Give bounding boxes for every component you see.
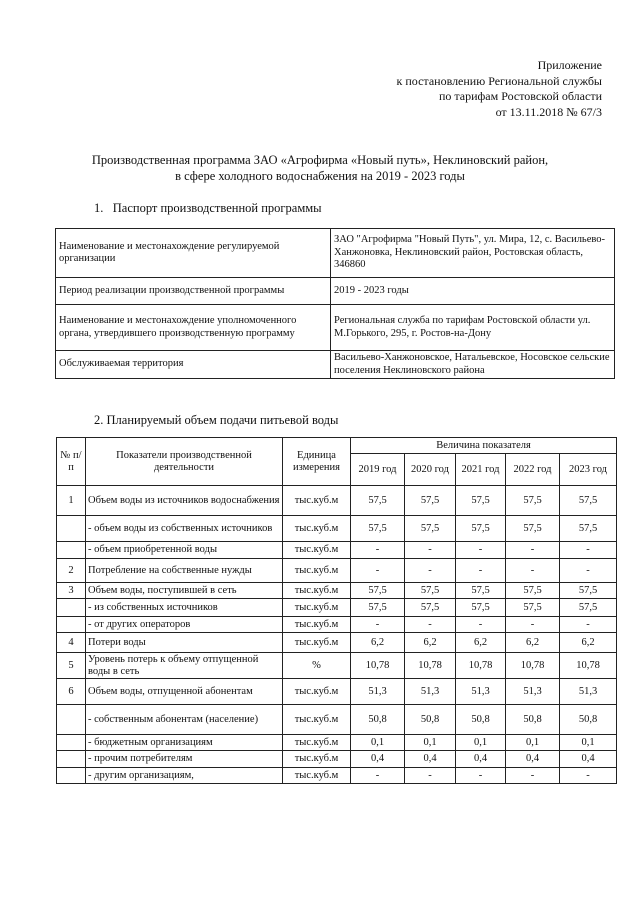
row-num bbox=[57, 617, 86, 633]
row-value: - bbox=[560, 559, 617, 583]
header-year: 2020 год bbox=[405, 454, 456, 486]
row-unit: тыс.куб.м bbox=[283, 583, 351, 599]
annex-line-2: к постановлению Региональной службы bbox=[396, 73, 602, 88]
row-value: - bbox=[506, 617, 560, 633]
header-indicator: Показатели производственной деятельности bbox=[86, 438, 283, 486]
header-year: 2019 год bbox=[351, 454, 405, 486]
row-value: 6,2 bbox=[351, 633, 405, 653]
row-value: 0,1 bbox=[456, 735, 506, 751]
row-num bbox=[57, 705, 86, 735]
row-value: 57,5 bbox=[456, 599, 506, 617]
row-value: - bbox=[456, 768, 506, 784]
passport-value: 2019 - 2023 годы bbox=[331, 278, 615, 305]
table-row bbox=[57, 768, 617, 784]
passport-table bbox=[55, 228, 615, 379]
header-unit: Единица измерения bbox=[283, 438, 351, 486]
passport-row bbox=[56, 351, 615, 379]
row-unit: тыс.куб.м bbox=[283, 633, 351, 653]
row-value: 57,5 bbox=[560, 486, 617, 516]
row-value: 51,3 bbox=[456, 679, 506, 705]
annex-line-3: по тарифам Ростовской области bbox=[438, 89, 602, 103]
row-value: 50,8 bbox=[405, 705, 456, 735]
row-value: 10,78 bbox=[405, 653, 456, 679]
row-num bbox=[57, 599, 86, 617]
row-value: 0,1 bbox=[506, 735, 560, 751]
header-year: 2023 год bbox=[560, 454, 617, 486]
table-row bbox=[57, 705, 617, 735]
row-unit: тыс.куб.м bbox=[283, 617, 351, 633]
row-value: 57,5 bbox=[351, 516, 405, 542]
row-unit: % bbox=[283, 653, 351, 679]
row-value: 57,5 bbox=[560, 516, 617, 542]
section-2-heading: 2. Планируемый объем подачи питьевой воды bbox=[94, 413, 339, 427]
row-value: 0,1 bbox=[405, 735, 456, 751]
header-value-group: Величина показателя bbox=[351, 438, 617, 454]
annex-line-1: Приложение bbox=[537, 58, 602, 72]
row-value: 10,78 bbox=[456, 653, 506, 679]
table-row bbox=[57, 751, 617, 768]
row-value: 51,3 bbox=[351, 679, 405, 705]
passport-row bbox=[56, 305, 615, 351]
row-value: 50,8 bbox=[560, 705, 617, 735]
row-indicator: Потери воды bbox=[86, 633, 283, 653]
row-value: 51,3 bbox=[506, 679, 560, 705]
row-indicator: Потребление на собственные нужды bbox=[86, 559, 283, 583]
row-value: 0,4 bbox=[351, 751, 405, 768]
row-indicator: - собственным абонентам (население) bbox=[86, 705, 283, 735]
document-title bbox=[40, 152, 600, 184]
row-indicator: - прочим потребителям bbox=[86, 751, 283, 768]
passport-key: Наименование и местонахождение уполномоченного органа, утвердившего производственную программу bbox=[56, 305, 331, 351]
row-value: 10,78 bbox=[560, 653, 617, 679]
row-unit: тыс.куб.м bbox=[283, 599, 351, 617]
row-value: 57,5 bbox=[506, 583, 560, 599]
row-num bbox=[57, 542, 86, 559]
row-value: 0,4 bbox=[506, 751, 560, 768]
row-value: 57,5 bbox=[560, 599, 617, 617]
row-value: - bbox=[506, 559, 560, 583]
table-row bbox=[57, 599, 617, 617]
row-value: 50,8 bbox=[506, 705, 560, 735]
row-value: - bbox=[456, 617, 506, 633]
row-value: 6,2 bbox=[405, 633, 456, 653]
row-value: 57,5 bbox=[405, 516, 456, 542]
row-unit: тыс.куб.м bbox=[283, 679, 351, 705]
row-unit: тыс.куб.м bbox=[283, 486, 351, 516]
passport-key: Обслуживаемая территория bbox=[56, 351, 331, 379]
row-value: 57,5 bbox=[506, 516, 560, 542]
row-value: 50,8 bbox=[351, 705, 405, 735]
row-indicator: Объем воды, поступившей в сеть bbox=[86, 583, 283, 599]
passport-row bbox=[56, 229, 615, 278]
document-title-line-1: Производственная программа ЗАО «Агрофирма «Новый путь», Неклиновский район, bbox=[91, 153, 549, 167]
row-num: 1 bbox=[57, 486, 86, 516]
header-year: 2022 год bbox=[506, 454, 560, 486]
row-value: 57,5 bbox=[405, 599, 456, 617]
table-row bbox=[57, 583, 617, 599]
passport-value: Васильево-Ханжоновское, Натальевское, Носовское сельские поселения Неклиновского района bbox=[331, 351, 615, 379]
row-num: 6 bbox=[57, 679, 86, 705]
row-value: 50,8 bbox=[456, 705, 506, 735]
row-value: 57,5 bbox=[456, 486, 506, 516]
row-value: 0,1 bbox=[560, 735, 617, 751]
document-title-line-2: в сфере холодного водоснабжения на 2019 - 2023 годы bbox=[175, 169, 465, 183]
table-row bbox=[57, 617, 617, 633]
row-unit: тыс.куб.м bbox=[283, 542, 351, 559]
row-value: - bbox=[405, 617, 456, 633]
section-1-heading: 1. Паспорт производственной программы bbox=[94, 201, 322, 215]
row-value: - bbox=[506, 542, 560, 559]
row-unit: тыс.куб.м bbox=[283, 768, 351, 784]
row-value: 57,5 bbox=[351, 583, 405, 599]
row-value: 57,5 bbox=[351, 599, 405, 617]
table-header-row bbox=[57, 438, 617, 454]
row-num bbox=[57, 516, 86, 542]
row-value: - bbox=[405, 768, 456, 784]
row-value: 57,5 bbox=[560, 583, 617, 599]
table-row bbox=[57, 679, 617, 705]
row-value: 57,5 bbox=[351, 486, 405, 516]
passport-row bbox=[56, 278, 615, 305]
passport-key: Наименование и местонахождение регулируемой организации bbox=[56, 229, 331, 278]
table-row bbox=[57, 633, 617, 653]
row-indicator: - из собственных источников bbox=[86, 599, 283, 617]
row-unit: тыс.куб.м bbox=[283, 751, 351, 768]
row-value: - bbox=[456, 559, 506, 583]
row-indicator: - другим организациям, bbox=[86, 768, 283, 784]
annex-header bbox=[397, 58, 602, 120]
row-unit: тыс.куб.м bbox=[283, 559, 351, 583]
passport-value: ЗАО "Агрофирма "Новый Путь", ул. Мира, 12, с. Васильево-Ханжоновка, Неклиновский район, Ростовская область, 346860 bbox=[331, 229, 615, 278]
row-num bbox=[57, 751, 86, 768]
row-value: 0,4 bbox=[560, 751, 617, 768]
row-num: 2 bbox=[57, 559, 86, 583]
row-value: 57,5 bbox=[405, 583, 456, 599]
row-unit: тыс.куб.м bbox=[283, 705, 351, 735]
row-indicator: Объем воды, отпущенной абонентам bbox=[86, 679, 283, 705]
table-row bbox=[57, 486, 617, 516]
annex-line-4: от 13.11.2018 № 67/3 bbox=[495, 104, 602, 119]
row-value: 0,4 bbox=[456, 751, 506, 768]
row-unit: тыс.куб.м bbox=[283, 516, 351, 542]
row-indicator: - от других операторов bbox=[86, 617, 283, 633]
row-indicator: - объем приобретенной воды bbox=[86, 542, 283, 559]
row-value: 6,2 bbox=[456, 633, 506, 653]
water-volume-table bbox=[56, 437, 617, 784]
row-num: 4 bbox=[57, 633, 86, 653]
row-indicator: - объем воды из собственных источников bbox=[86, 516, 283, 542]
header-num: № п/п bbox=[57, 438, 86, 486]
row-value: - bbox=[351, 559, 405, 583]
row-value: - bbox=[560, 542, 617, 559]
row-indicator: Уровень потерь к объему отпущенной воды в сеть bbox=[86, 653, 283, 679]
row-indicator: - бюджетным организациям bbox=[86, 735, 283, 751]
table-row bbox=[57, 559, 617, 583]
passport-key: Период реализации производственной программы bbox=[56, 278, 331, 305]
row-value: - bbox=[405, 559, 456, 583]
row-value: - bbox=[351, 542, 405, 559]
row-indicator: Объем воды из источников водоснабжения bbox=[86, 486, 283, 516]
row-num: 3 bbox=[57, 583, 86, 599]
table-body bbox=[57, 486, 617, 784]
passport-value: Региональная служба по тарифам Ростовской области ул. М.Горького, 295, г. Ростов-на-Дону bbox=[331, 305, 615, 351]
row-value: - bbox=[456, 542, 506, 559]
row-value: 6,2 bbox=[560, 633, 617, 653]
row-value: 0,1 bbox=[351, 735, 405, 751]
row-value: - bbox=[405, 542, 456, 559]
row-value: 57,5 bbox=[506, 486, 560, 516]
row-value: 10,78 bbox=[506, 653, 560, 679]
row-value: 57,5 bbox=[456, 516, 506, 542]
row-value: - bbox=[506, 768, 560, 784]
row-value: 57,5 bbox=[405, 486, 456, 516]
row-value: 10,78 bbox=[351, 653, 405, 679]
table-row bbox=[57, 735, 617, 751]
row-value: 51,3 bbox=[405, 679, 456, 705]
row-value: - bbox=[351, 768, 405, 784]
table-row bbox=[57, 516, 617, 542]
row-value: - bbox=[351, 617, 405, 633]
row-value: 0,4 bbox=[405, 751, 456, 768]
row-num: 5 bbox=[57, 653, 86, 679]
row-unit: тыс.куб.м bbox=[283, 735, 351, 751]
row-value: 6,2 bbox=[506, 633, 560, 653]
row-value: 57,5 bbox=[456, 583, 506, 599]
table-row bbox=[57, 653, 617, 679]
table-row bbox=[57, 542, 617, 559]
row-value: 57,5 bbox=[506, 599, 560, 617]
row-num bbox=[57, 735, 86, 751]
row-num bbox=[57, 768, 86, 784]
header-year: 2021 год bbox=[456, 454, 506, 486]
row-value: 51,3 bbox=[560, 679, 617, 705]
row-value: - bbox=[560, 768, 617, 784]
row-value: - bbox=[560, 617, 617, 633]
